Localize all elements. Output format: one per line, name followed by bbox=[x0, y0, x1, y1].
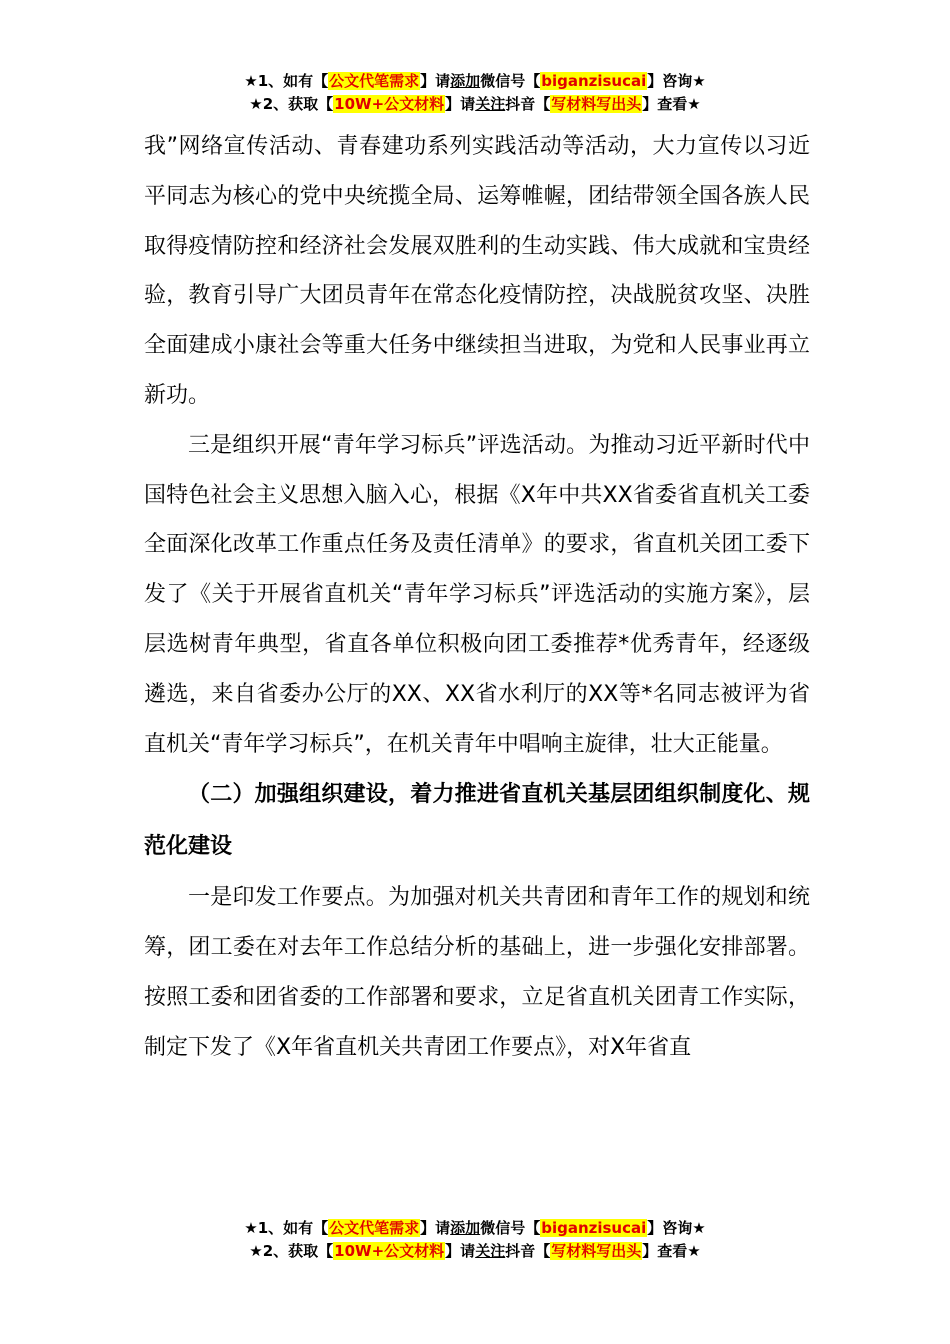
banner-line-2 bbox=[0, 1240, 950, 1263]
banner-text: 1、如有【 bbox=[257, 72, 329, 90]
star-icon: ★ bbox=[244, 1219, 258, 1237]
banner-text: 微信号【 bbox=[480, 72, 541, 90]
paragraph-third-item: 三是组织开展“青年学习标兵”评选活动。为推动习近平新时代中国特色社会主义思想入脑入心，根据《X年中共XX省委省直机关工委全面深化改革工作重点任务及责任清单》的要求，省直机关团工委下发了《关于开展省直机关“青年学习标兵”评选活动的实施方案》，层层选树青年典型，省直各单位积极向团工委推荐*优秀青年，经逐级遴选，来自省委办公厅的XX、XX省水利厅的XX等*名同志被评为省直机关“青年学习标兵”，在机关青年中唱响主旋律，壮大正能量。 bbox=[144, 432, 810, 757]
star-icon: ★ bbox=[687, 95, 701, 113]
banner-text: 】请 bbox=[420, 72, 451, 90]
banner-text: 抖音【 bbox=[505, 1242, 551, 1260]
banner-text: 2、获取【 bbox=[262, 95, 334, 113]
banner-emphasis: 添加 bbox=[450, 72, 481, 90]
highlight-douyin-account: 写材料写出头 bbox=[551, 1242, 642, 1260]
star-icon: ★ bbox=[687, 1242, 701, 1260]
banner-text: 】查看 bbox=[642, 95, 688, 113]
footer-banner bbox=[0, 1217, 950, 1263]
highlight-douyin-account: 写材料写出头 bbox=[551, 95, 642, 113]
header-banner bbox=[0, 70, 950, 116]
highlight-materials: 10W+公文材料 bbox=[334, 1242, 445, 1260]
banner-text: 】咨询 bbox=[647, 1219, 693, 1237]
star-icon: ★ bbox=[249, 95, 263, 113]
banner-emphasis: 关注 bbox=[475, 1242, 506, 1260]
banner-line-1 bbox=[0, 70, 950, 93]
highlight-materials: 10W+公文材料 bbox=[334, 95, 445, 113]
banner-emphasis: 添加 bbox=[450, 1219, 481, 1237]
banner-text: 】请 bbox=[445, 1242, 476, 1260]
highlight-service: 公文代笔需求 bbox=[329, 72, 420, 90]
document-body bbox=[144, 122, 810, 1073]
banner-text: 1、如有【 bbox=[257, 1219, 329, 1237]
highlight-service: 公文代笔需求 bbox=[329, 1219, 420, 1237]
paragraph-first-item: 一是印发工作要点。为加强对机关共青团和青年工作的规划和统筹，团工委在对去年工作总结分析的基础上，进一步强化安排部署。按照工委和团省委的工作部署和要求，立足省直机关团青工作实际，制定下发了《X年省直机关共青团工作要点》，对X年省直 bbox=[144, 885, 810, 1060]
banner-text: 】请 bbox=[420, 1219, 451, 1237]
highlight-wechat-id: biganzisucai bbox=[541, 72, 647, 90]
star-icon: ★ bbox=[692, 1219, 706, 1237]
banner-text: 2、获取【 bbox=[262, 1242, 334, 1260]
star-icon: ★ bbox=[692, 72, 706, 90]
star-icon: ★ bbox=[244, 72, 258, 90]
banner-text: 】查看 bbox=[642, 1242, 688, 1260]
banner-line-2 bbox=[0, 93, 950, 116]
paragraph-continuation: 我”网络宣传活动、青春建功系列实践活动等活动，大力宣传以习近平同志为核心的党中央统揽全局、运筹帷幄，团结带领全国各族人民取得疫情防控和经济社会发展双胜利的生动实践、伟大成就和宝贵经验，教育引导广大团员青年在常态化疫情防控，决战脱贫攻坚、决胜全面建成小康社会等重大任务中继续担当进取，为党和人民事业再立新功。 bbox=[144, 134, 810, 408]
banner-text: 微信号【 bbox=[480, 1219, 541, 1237]
highlight-wechat-id: biganzisucai bbox=[541, 1219, 647, 1237]
banner-text: 抖音【 bbox=[505, 95, 551, 113]
banner-emphasis: 关注 bbox=[475, 95, 506, 113]
banner-line-1 bbox=[0, 1217, 950, 1240]
star-icon: ★ bbox=[249, 1242, 263, 1260]
banner-text: 】咨询 bbox=[647, 72, 693, 90]
banner-text: 】请 bbox=[445, 95, 476, 113]
section-heading: （二）加强组织建设，着力推进省直机关基层团组织制度化、规范化建设 bbox=[144, 782, 810, 860]
